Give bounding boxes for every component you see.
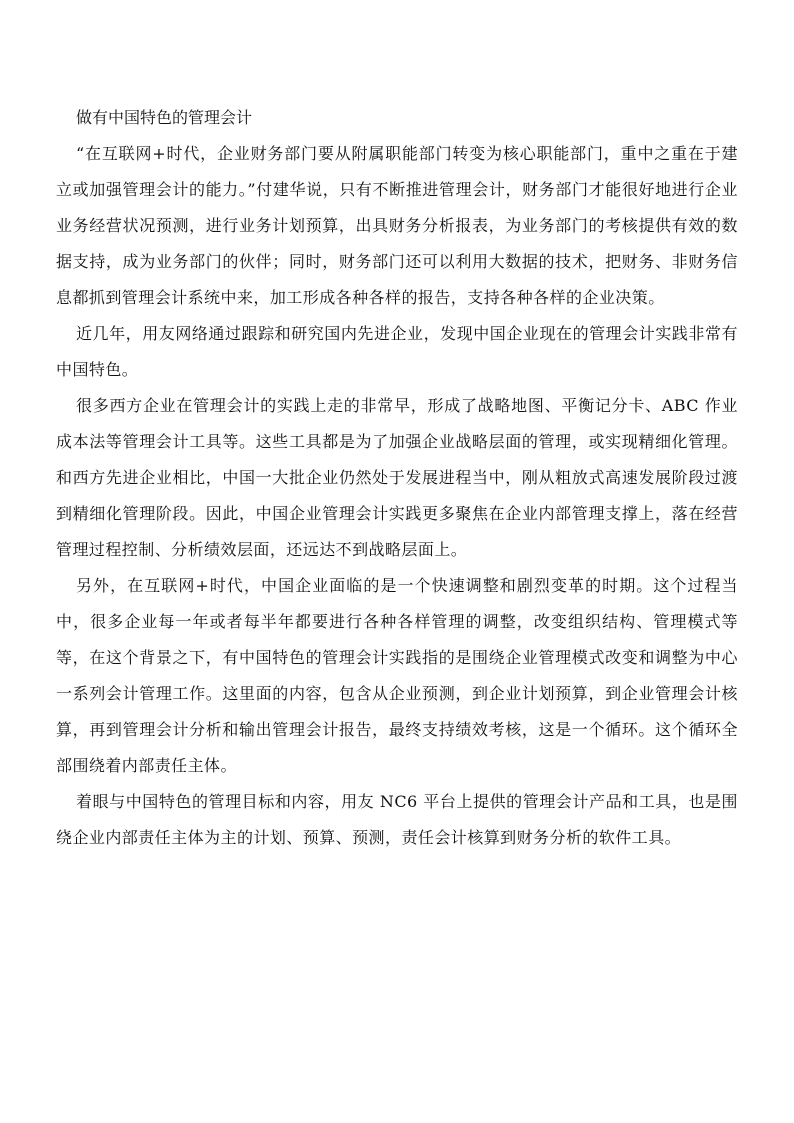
paragraph-1: “在互联网+时代，企业财务部门要从附属职能部门转变为核心职能部门，重中之重在于建立或加强管理会计的能力。”付建华说，只有不断推进管理会计，财务部门才能很好地进行企业业务经营状况预测，进行业务计划预算，出具财务分析报表，为业务部门的考核提供有效的数据支持，成为业务部门的伙伴；同时，财务部门还可以利用大数据的技术，把财务、非财务信息都抓到管理会计系统中来，加工形成各种各样的报告，支持各种各样的企业决策。 <box>56 144 738 307</box>
paragraph-4: 另外，在互联网+时代，中国企业面临的是一个快速调整和剧烈变革的时期。这个过程当中，很多企业每一年或者每半年都要进行各种各样管理的调整，改变组织结构、管理模式等等，在这个背景之下，有中国特色的管理会计实践指的是围绕企业管理模式改变和调整为中心一系列会计管理工作。这里面的内容，包含从企业预测，到企业计划预算，到企业管理会计核算，再到管理会计分析和输出管理会计报告，最终支持绩效考核，这是一个循环。这个循环全部围绕着内部责任主体。 <box>56 576 738 775</box>
document-title: 做有中国特色的管理会计 <box>76 108 253 127</box>
paragraph-2: 近几年，用友网络通过跟踪和研究国内先进企业，发现中国企业现在的管理会计实践非常有中国特色。 <box>56 324 738 379</box>
paragraph-5: 着眼与中国特色的管理目标和内容，用友 NC6 平台上提供的管理会计产品和工具，也是围绕企业内部责任主体为主的计划、预算、预测，责任会计核算到财务分析的软件工具。 <box>56 792 738 847</box>
document-page <box>56 100 738 856</box>
paragraph-3: 很多西方企业在管理会计的实践上走的非常早，形成了战略地图、平衡记分卡、ABC 作业成本法等管理会计工具等。这些工具都是为了加强企业战略层面的管理，或实现精细化管理。和西方先进企业相比，中国一大批企业仍然处于发展进程当中，刚从粗放式高速发展阶段过渡到精细化管理阶段。因此，中国企业管理会计实践更多聚焦在企业内部管理支撑上，落在经营管理过程控制、分析绩效层面，还远达不到战略层面上。 <box>56 396 738 559</box>
